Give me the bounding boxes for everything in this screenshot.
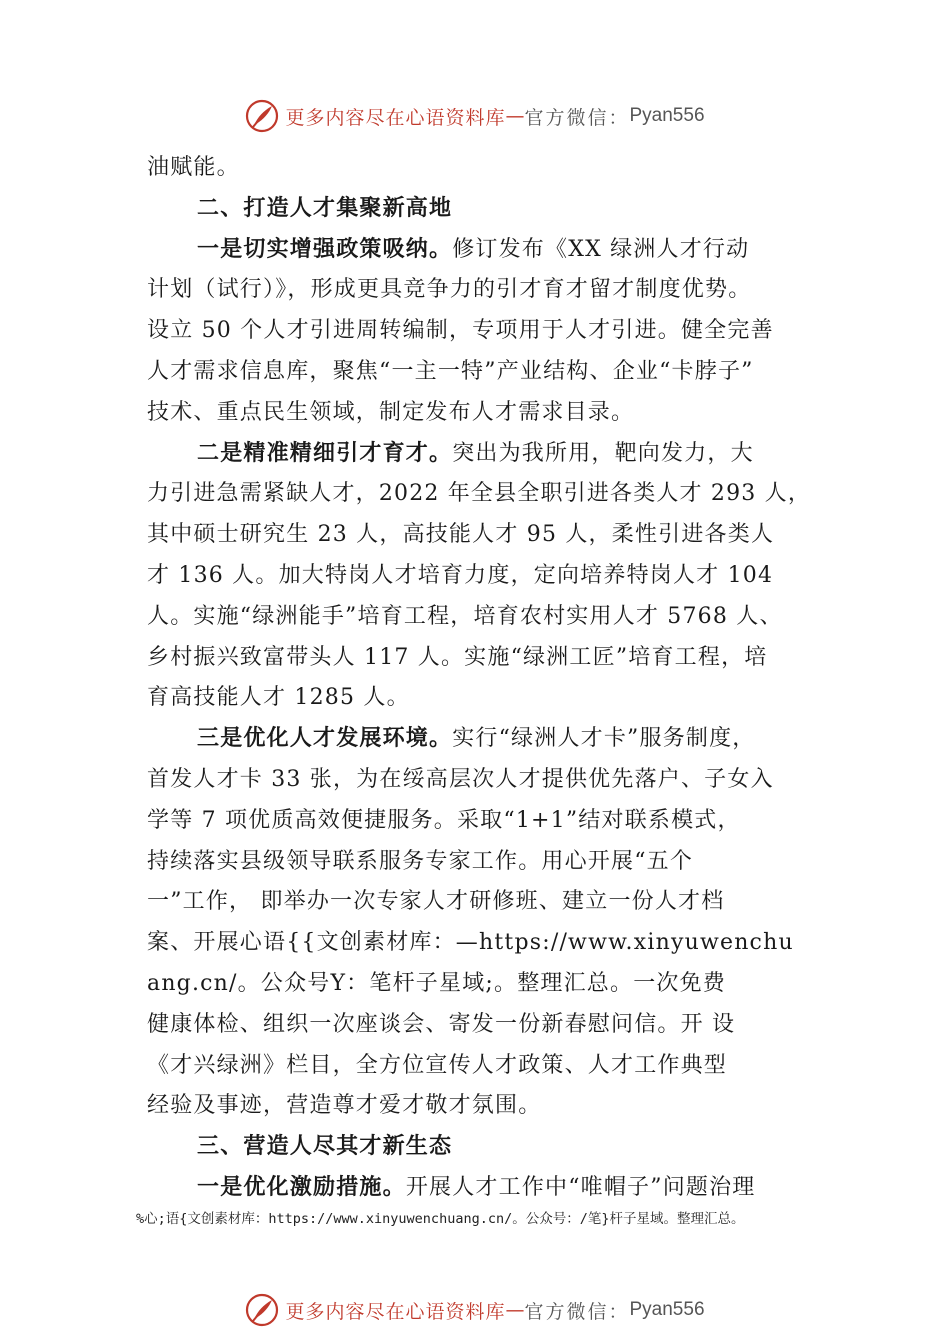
watermark-brand: 更多内容尽在心语资料库: [285, 106, 506, 129]
body-text: 首发人才卡 33 张，为在绥高层次人才提供优先落户、子女入: [147, 766, 774, 792]
bold-heading-text: 一是切实增强政策吸纳。: [197, 236, 453, 262]
text-line: [147, 352, 811, 393]
watermark-contact-label: 官方微信：: [524, 1300, 630, 1323]
text-line: [147, 597, 811, 638]
text-line: [147, 515, 811, 556]
text-line: [147, 1005, 811, 1046]
body-text: 一”工作， 即举办一次专家人才研修班、建立一份人才档: [147, 889, 725, 915]
text-line: [147, 474, 811, 515]
text-line: [147, 189, 811, 230]
body-text: 设立 50 个人才引进周转编制，专项用于人才引进。健全完善: [147, 318, 774, 344]
text-line: [147, 964, 811, 1005]
body-text: 《才兴绿洲》栏目，全方位宣传人才政策、人才工作典型: [147, 1052, 728, 1078]
text-line: [147, 556, 811, 597]
body-text: 才 136 人。加大特岗人才培育力度，定向培养特岗人才 104: [147, 562, 774, 588]
text-line: [147, 719, 811, 760]
text-line: [147, 148, 811, 189]
bold-heading-text: 二、打造人才集聚新高地: [197, 195, 453, 221]
body-text: 乡村振兴致富带头人 117 人。实施“绿洲工匠”培育工程，培: [147, 644, 768, 670]
text-line: [147, 842, 811, 883]
body-text: 油赋能。: [147, 155, 240, 180]
bold-heading-text: 三是优化人才发展环境。: [197, 726, 453, 752]
watermark-contact-label: 官方微信：: [524, 106, 630, 129]
body-text: 案、开展心语{{文创素材库：—https://www.xinyuwenchu: [147, 930, 794, 956]
watermark-brand: 更多内容尽在心语资料库: [285, 1300, 506, 1323]
watermark-dash: —: [505, 105, 525, 127]
text-line: [147, 434, 811, 475]
quill-logo-icon: [245, 1293, 279, 1327]
header-watermark: [0, 96, 950, 136]
body-text: 持续落实县级领导联系服务专家工作。用心开展“五个: [147, 848, 694, 874]
body-text: 突出为我所用，靶向发力，大: [452, 440, 754, 466]
text-line: [147, 882, 811, 923]
text-line: [147, 638, 811, 679]
body-text: 人才需求信息库，聚焦“一主一特”产业结构、企业“卡脖子”: [147, 358, 754, 384]
text-line: [147, 1127, 811, 1168]
body-text: 人。实施“绿洲能手”培育工程，培育农村实用人才 5768 人、: [147, 603, 783, 629]
body-text: 技术、重点民生领域，制定发布人才需求目录。: [147, 399, 635, 425]
body-text: 实行“绿洲人才卡”服务制度，: [452, 726, 756, 752]
body-text: 学等 7 项优质高效便捷服务。采取“1+1”结对联系模式，: [147, 807, 741, 833]
document-body: [147, 148, 811, 1209]
text-line: [147, 1046, 811, 1087]
body-text: 计划（试行）》，形成更具竞争力的引才育才留才制度优势。: [147, 277, 752, 303]
quill-logo-icon: [245, 99, 279, 133]
footnote: %心;语{文创素材库：https://www.xinyuwenchuang.cn/。公众号：/笔}杆子星域。整理汇总。: [136, 1211, 745, 1227]
text-line: [147, 1086, 811, 1127]
body-text: 育高技能人才 1285 人。: [147, 685, 410, 711]
body-text: 修订发布《XX 绿洲人才行动: [452, 236, 750, 262]
footer-watermark: [0, 1290, 950, 1330]
body-text: 力引进急需紧缺人才，2022 年全县全职引进各类人才 293 人，: [147, 481, 811, 507]
body-text: 开展人才工作中“唯帽子”问题治理: [405, 1174, 756, 1200]
text-line: [147, 393, 811, 434]
text-line: [147, 760, 811, 801]
text-line: [147, 311, 811, 352]
text-line: [147, 923, 811, 964]
body-text: 健康体检、组织一次座谈会、寄发一份新春慰问信。开 设: [147, 1011, 736, 1037]
bold-heading-text: 三、营造人尽其才新生态: [197, 1134, 453, 1160]
watermark-contact-id: Pyan556: [629, 1299, 705, 1320]
text-line: [147, 270, 811, 311]
bold-heading-text: 二是精准精细引才育才。: [197, 440, 453, 466]
body-text: 经验及事迹，营造尊才爱才敬才氛围。: [147, 1093, 542, 1119]
text-line: [147, 230, 811, 271]
watermark-contact-id: Pyan556: [629, 105, 705, 126]
body-text: ang.cn/。公众号Y：笔杆子星域;。整理汇总。一次免费: [147, 970, 727, 996]
watermark-dash: —: [505, 1299, 525, 1321]
text-line: [147, 801, 811, 842]
bold-heading-text: 一是优化激励措施。: [197, 1174, 406, 1200]
body-text: 其中硕士研究生 23 人，高技能人才 95 人，柔性引进各类人: [147, 522, 775, 548]
text-line: [147, 1168, 811, 1209]
text-line: [147, 678, 811, 719]
